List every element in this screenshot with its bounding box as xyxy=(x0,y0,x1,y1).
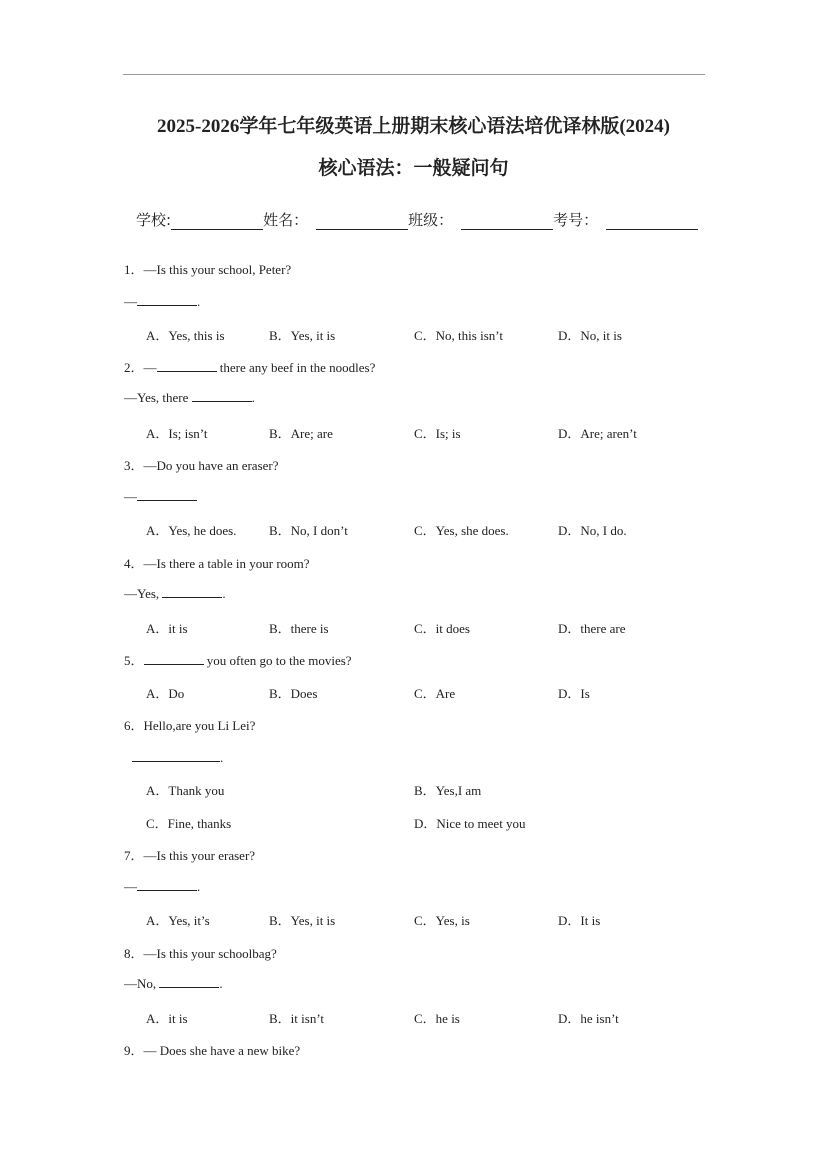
stem-blank xyxy=(157,359,217,372)
question-1-option-d[interactable]: D．No, it is xyxy=(558,328,622,343)
question-3-option-c[interactable]: C．Yes, she does. xyxy=(414,523,509,538)
question-7-option-b[interactable]: B．Yes, it is xyxy=(269,913,336,928)
question-1-option-c[interactable]: C．No, this isn’t xyxy=(414,328,503,343)
student-info-row xyxy=(136,209,698,230)
question-4-answer: —Yes, . xyxy=(124,586,226,601)
question-5-option-a[interactable]: A．Do xyxy=(146,686,185,701)
question-5-option-b[interactable]: B．Does xyxy=(269,686,318,701)
question-8-answer: —No, . xyxy=(124,976,223,991)
stem-blank xyxy=(144,652,204,665)
exam-number-blank[interactable] xyxy=(606,215,698,230)
answer-blank xyxy=(192,389,252,402)
answer-blank xyxy=(159,975,219,988)
question-5-option-c[interactable]: C．Are xyxy=(414,686,456,701)
question-2-answer: —Yes, there . xyxy=(124,390,255,405)
question-1-answer: — . xyxy=(124,294,201,309)
question-1-stem: 1．—Is this your school, Peter? xyxy=(124,262,292,277)
question-4-stem: 4．—Is there a table in your room? xyxy=(124,556,310,571)
question-8-option-a[interactable]: A．it is xyxy=(146,1011,188,1026)
question-3-option-d[interactable]: D．No, I do. xyxy=(558,523,627,538)
question-3-stem: 3．—Do you have an eraser? xyxy=(124,458,279,473)
question-9-stem: 9．— Does she have a new bike? xyxy=(124,1043,301,1058)
question-2-option-a[interactable]: A．Is; isn’t xyxy=(146,426,208,441)
school-label: 学校: xyxy=(136,211,172,229)
question-5-option-d[interactable]: D．Is xyxy=(558,686,590,701)
answer-blank xyxy=(137,488,197,501)
question-4-option-c[interactable]: C．it does xyxy=(414,621,470,636)
question-8-option-c[interactable]: C．he is xyxy=(414,1011,460,1026)
question-2-option-b[interactable]: B．Are; are xyxy=(269,426,333,441)
question-3-answer: — xyxy=(124,488,197,505)
name-label: 姓名： xyxy=(263,211,309,229)
class-blank[interactable] xyxy=(461,215,553,230)
question-1-option-a[interactable]: A．Yes, this is xyxy=(146,328,225,343)
question-6-stem: 6．Hello,are you Li Lei? xyxy=(124,718,256,733)
answer-blank xyxy=(132,749,220,762)
question-8-option-b[interactable]: B．it isn’t xyxy=(269,1011,325,1026)
question-6-option-c[interactable]: C．Fine, thanks xyxy=(146,816,232,831)
question-7-stem: 7．—Is this your eraser? xyxy=(124,848,256,863)
question-7-option-d[interactable]: D．It is xyxy=(558,913,601,928)
question-6-option-b[interactable]: B．Yes,I am xyxy=(414,783,482,798)
answer-blank xyxy=(137,293,197,306)
school-blank[interactable] xyxy=(171,215,263,230)
question-7-option-a[interactable]: A．Yes, it’s xyxy=(146,913,210,928)
question-2-option-d[interactable]: D．Are; aren’t xyxy=(558,426,637,441)
question-6-option-a[interactable]: A．Thank you xyxy=(146,783,225,798)
question-7-answer: — . xyxy=(124,879,201,894)
question-8-option-d[interactable]: D．he isn’t xyxy=(558,1011,619,1026)
question-6-option-d[interactable]: D．Nice to meet you xyxy=(414,816,526,831)
answer-blank xyxy=(162,585,222,598)
question-3-option-a[interactable]: A．Yes, he does. xyxy=(146,523,237,538)
question-4-option-b[interactable]: B．there is xyxy=(269,621,329,636)
question-3-option-b[interactable]: B．No, I don’t xyxy=(269,523,348,538)
exam-number-label: 考号： xyxy=(553,211,599,229)
name-blank[interactable] xyxy=(316,215,408,230)
question-2-stem: 2．— there any beef in the noodles? xyxy=(124,360,376,375)
answer-blank xyxy=(137,878,197,891)
question-7-option-c[interactable]: C．Yes, is xyxy=(414,913,470,928)
class-label: 班级： xyxy=(408,211,454,229)
question-4-option-d[interactable]: D．there are xyxy=(558,621,626,636)
header-rule xyxy=(123,74,705,75)
question-5-stem: 5． you often go to the movies? xyxy=(124,653,352,668)
question-2-option-c[interactable]: C．Is; is xyxy=(414,426,461,441)
question-8-stem: 8．—Is this your schoolbag? xyxy=(124,946,277,961)
question-1-option-b[interactable]: B．Yes, it is xyxy=(269,328,336,343)
question-4-option-a[interactable]: A．it is xyxy=(146,621,188,636)
question-6-answer: . xyxy=(132,749,223,766)
page-subtitle: 核心语法：一般疑问句 xyxy=(318,158,509,179)
page-title: 2025-2026学年七年级英语上册期末核心语法培优译林版(2024) xyxy=(157,116,670,137)
